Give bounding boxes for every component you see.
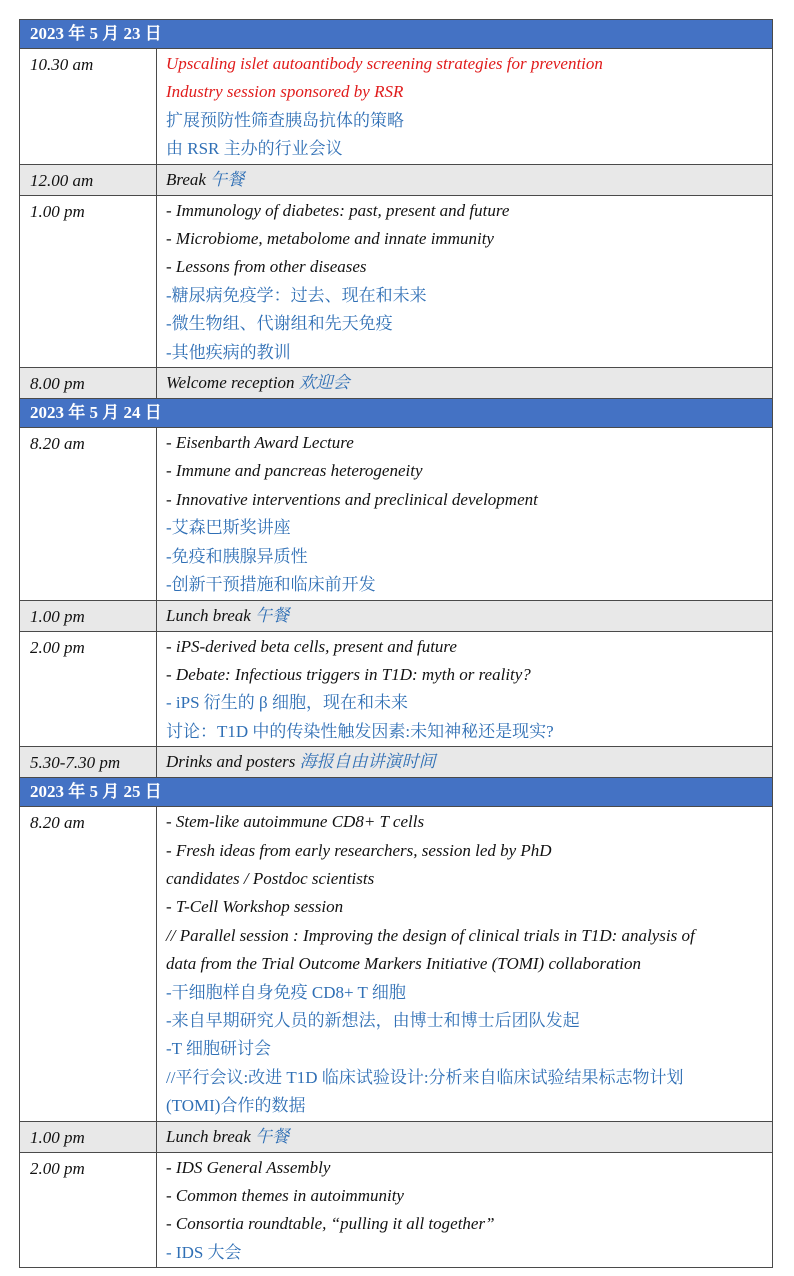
session-line-en: - T-Cell Workshop session	[166, 897, 344, 917]
session-content	[157, 428, 773, 600]
break-label-en: Lunch break	[166, 605, 251, 625]
session-content	[157, 1152, 773, 1268]
session-time: 5.30-7.30 pm	[20, 747, 157, 778]
break-label-en: Drinks and posters	[166, 752, 296, 772]
sponsored-session-line: Industry session sponsored by RSR	[166, 82, 404, 102]
session-line-en: data from the Trial Outcome Markers Initiative (TOMI) collaboration	[166, 954, 642, 974]
session-line-cn: -来自早期研究人员的新想法，由博士和博士后团队发起	[166, 1010, 580, 1030]
break-row	[20, 368, 773, 399]
session-row	[20, 49, 773, 165]
break-label-cn: 午餐	[255, 605, 290, 625]
schedule-table	[19, 19, 773, 1268]
session-time: 10.30 am	[20, 49, 157, 165]
session-line-cn: -艾森巴斯奖讲座	[166, 518, 291, 538]
break-label-en: Break	[166, 169, 206, 189]
break-label-en: Welcome reception	[166, 373, 295, 393]
session-line-cn: -免疫和胰腺异质性	[166, 546, 308, 566]
session-line-cn: 由 RSR 主办的行业会议	[166, 139, 343, 159]
break-label-cn: 海报自由讲演时间	[299, 752, 436, 772]
session-row	[20, 1152, 773, 1268]
session-line-en: - Innovative interventions and preclinical development	[166, 489, 538, 509]
session-line-en: - Lessons from other diseases	[166, 257, 367, 277]
session-row	[20, 195, 773, 367]
break-label-en: Lunch break	[166, 1126, 251, 1146]
session-content	[157, 368, 773, 399]
schedule-body	[20, 20, 773, 1268]
day-header	[20, 778, 773, 807]
session-line-cn: -干细胞样自身免疫 CD8+ T 细胞	[166, 982, 406, 1002]
break-label-cn: 欢迎会	[298, 373, 350, 393]
session-line-cn: -微生物组、代谢组和先天免疫	[166, 314, 393, 334]
session-content	[157, 164, 773, 195]
session-line-en: - Fresh ideas from early researchers, session led by PhD	[166, 840, 552, 860]
break-row	[20, 1121, 773, 1152]
session-line-en: - Microbiome, metabolome and innate immunity	[166, 229, 494, 249]
session-line-en: - Common themes in autoimmunity	[166, 1186, 404, 1205]
break-row	[20, 600, 773, 631]
session-time: 8.20 am	[20, 807, 157, 1121]
day-date: 2023 年 5 月 25 日	[20, 778, 773, 807]
day-date: 2023 年 5 月 24 日	[20, 399, 773, 428]
session-time: 1.00 pm	[20, 600, 157, 631]
sponsored-session-line: Upscaling islet autoantibody screening strategies for prevention	[166, 54, 603, 73]
session-line-cn: - iPS 衍生的 β 细胞，现在和未来	[166, 693, 408, 713]
session-line-cn: (TOMI)合作的数据	[166, 1096, 306, 1116]
session-line-cn: -其他疾病的教训	[166, 342, 291, 362]
session-row	[20, 807, 773, 1121]
day-header	[20, 20, 773, 49]
break-label	[166, 369, 764, 397]
day-header	[20, 399, 773, 428]
session-line-cn: - IDS 大会	[166, 1242, 242, 1262]
session-line-en: - IDS General Assembly	[166, 1157, 331, 1177]
session-time: 1.00 pm	[20, 1121, 157, 1152]
session-content	[157, 600, 773, 631]
session-line-en: - Immune and pancreas heterogeneity	[166, 461, 423, 481]
session-line-cn: -T 细胞研讨会	[166, 1039, 271, 1059]
session-time: 8.20 am	[20, 428, 157, 600]
session-line-cn: -创新干预措施和临床前开发	[166, 575, 376, 595]
session-time: 12.00 am	[20, 164, 157, 195]
break-row	[20, 747, 773, 778]
session-time: 2.00 pm	[20, 1152, 157, 1268]
session-time: 8.00 pm	[20, 368, 157, 399]
session-line-en: // Parallel session : Improving the design of clinical trials in T1D: analysis of	[166, 925, 695, 945]
session-content	[157, 631, 773, 747]
session-line-en: - Eisenbarth Award Lecture	[166, 433, 354, 453]
session-row	[20, 631, 773, 747]
session-time: 1.00 pm	[20, 195, 157, 367]
session-content	[157, 807, 773, 1121]
session-line-en: - Debate: Infectious triggers in T1D: myth or reality?	[166, 664, 531, 684]
session-line-en: - Immunology of diabetes: past, present and future	[166, 200, 510, 220]
session-line-cn: -糖尿病免疫学：过去、现在和未来	[166, 285, 427, 305]
break-label	[166, 602, 764, 630]
session-line-en: - iPS-derived beta cells, present and future	[166, 636, 457, 656]
break-row	[20, 164, 773, 195]
day-date: 2023 年 5 月 23 日	[20, 20, 773, 49]
session-row	[20, 428, 773, 600]
break-label	[166, 748, 764, 776]
session-content	[157, 1121, 773, 1152]
session-content	[157, 747, 773, 778]
break-label	[166, 1123, 764, 1151]
session-line-cn: 扩展预防性筛查胰岛抗体的策略	[166, 110, 404, 130]
session-time: 2.00 pm	[20, 631, 157, 747]
break-label-cn: 午餐	[255, 1126, 290, 1146]
session-line-cn: 讨论：T1D 中的传染性触发因素:未知神秘还是现实?	[166, 721, 554, 741]
session-content	[157, 49, 773, 165]
session-content	[157, 195, 773, 367]
break-label	[166, 166, 764, 194]
session-line-en: candidates / Postdoc scientists	[166, 868, 375, 888]
break-label-cn: 午餐	[210, 169, 245, 189]
session-line-en: - Consortia roundtable, “pulling it all together”	[166, 1214, 495, 1234]
session-line-en: - Stem-like autoimmune CD8+ T cells	[166, 812, 425, 832]
session-line-cn: //平行会议:改进 T1D 临床试验设计:分析来自临床试验结果标志物计划	[166, 1067, 684, 1087]
